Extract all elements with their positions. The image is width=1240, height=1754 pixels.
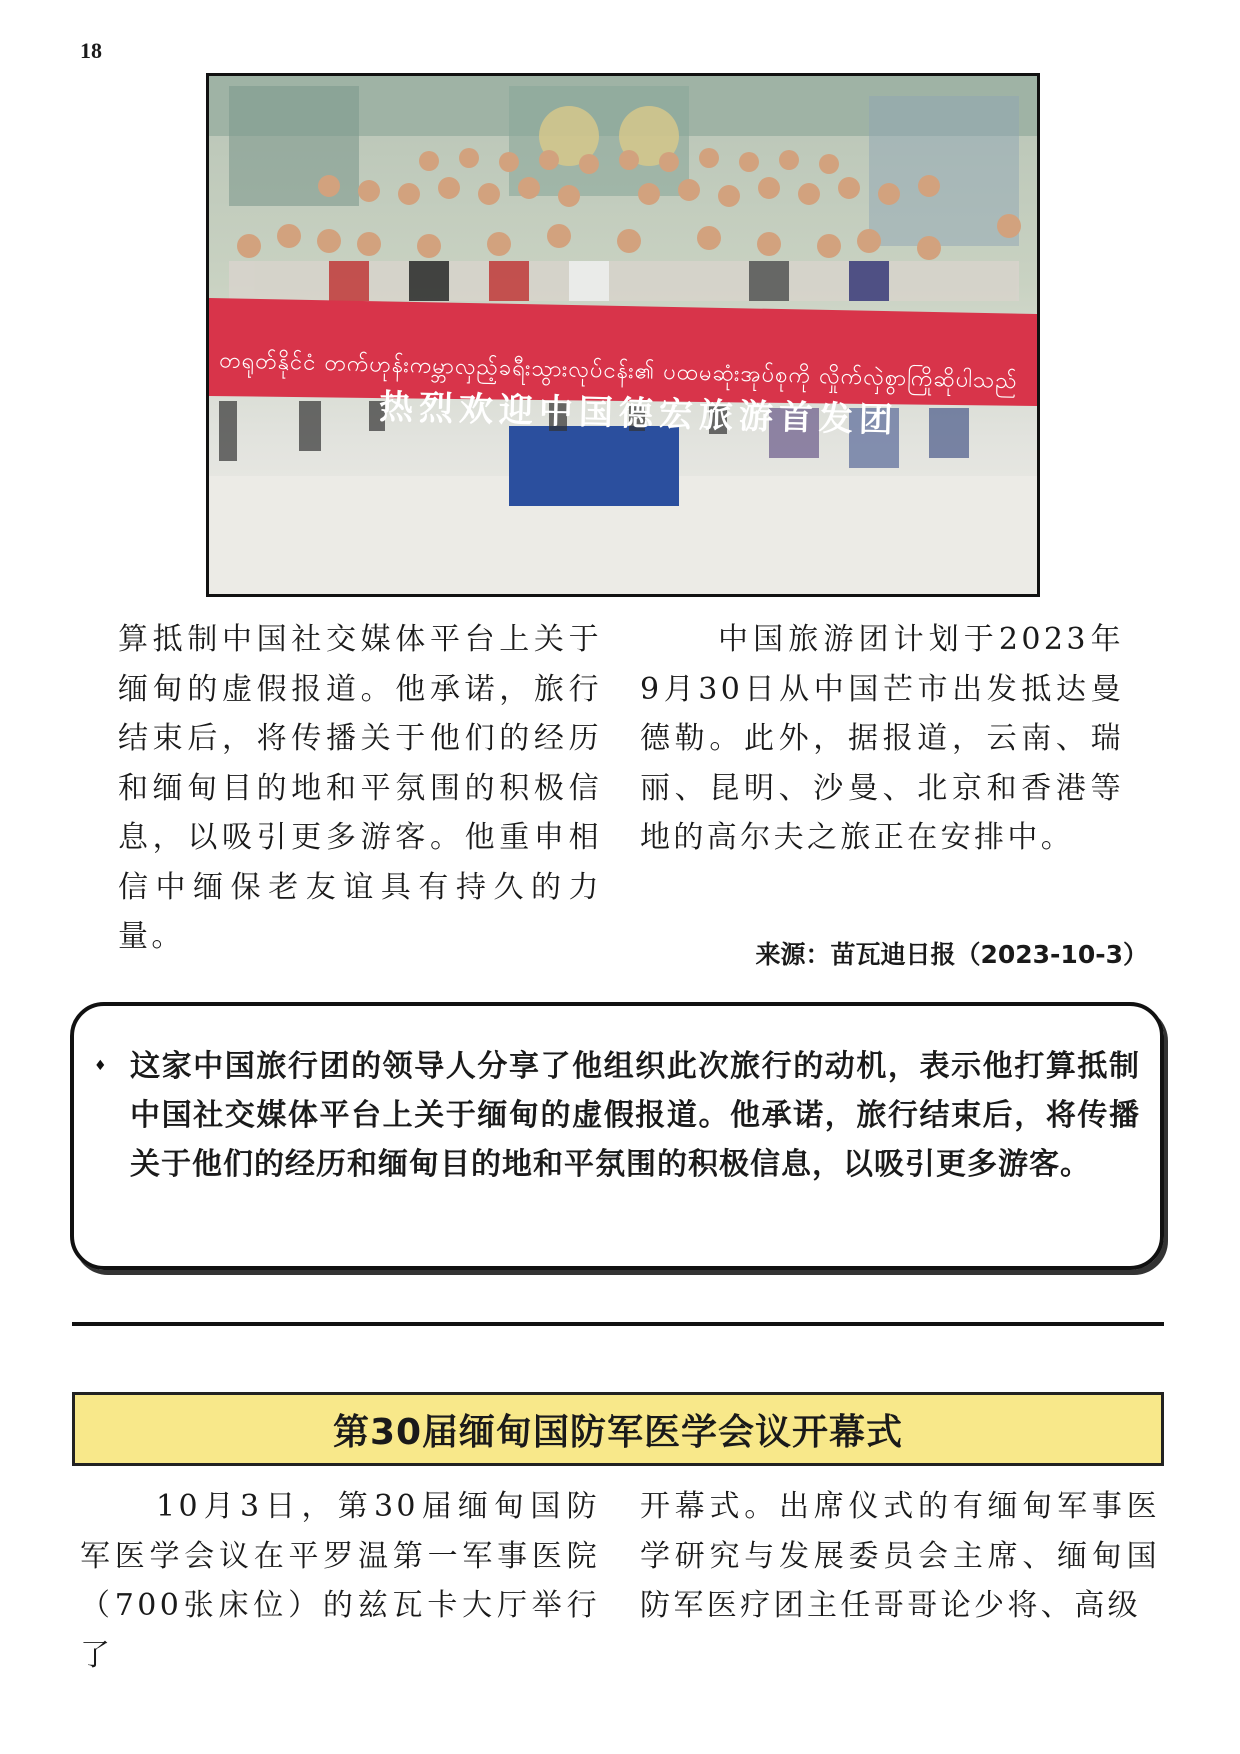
banner-burmese-text: တရုတ်နိုင်ငံ တက်ဟုန်းကမ္ဘာလှည့်ခရီးသွားလုပ်ငန်း၏ ပထမဆုံးအုပ်စုကို လှိုက်လှဲစွာကြိုဆိုပါသည် xyxy=(218,348,1018,395)
article2-title: 第30届缅甸国防军医学会议开幕式 xyxy=(72,1392,1164,1466)
article2-text-left: 10月3日，第30届缅甸国防军医学会议在平罗温第一军事医院（700张床位）的兹瓦卡大厅举行了 xyxy=(80,1489,600,1673)
article2-column-right xyxy=(640,1482,1160,1631)
article2-column-left xyxy=(80,1482,600,1680)
article1-column-left xyxy=(118,615,602,962)
article2-text-right: 开幕式。出席仪式的有缅甸军事医学研究与发展委员会主席、缅甸国防军医疗团主任哥哥论少将、高级 xyxy=(640,1489,1160,1623)
section-divider xyxy=(72,1322,1164,1326)
article1-source: 来源：苗瓦迪日报（2023-10-3） xyxy=(755,940,1148,969)
banner-chinese-text: 热烈欢迎中国德宏旅游首发团 xyxy=(378,387,900,441)
article1-column-right xyxy=(640,615,1124,863)
diamond-bullet-icon: ♦ xyxy=(94,1058,107,1074)
article1-text-left: 算抵制中国社交媒体平台上关于缅甸的虚假报道。他承诺，旅行结束后，将传播关于他们的经历和缅甸目的地和平氛围的积极信息，以吸引更多游客。他重申相信中缅保老友谊具有持久的力量。 xyxy=(118,622,602,954)
highlight-text: 这家中国旅行团的领导人分享了他组织此次旅行的动机，表示他打算抵制中国社交媒体平台上关于缅甸的虚假报道。他承诺，旅行结束后，将传播关于他们的经历和缅甸目的地和平氛围的积极信息，以吸引更多游客。 xyxy=(130,1049,1140,1182)
photo-scene xyxy=(209,76,1037,594)
article1-text-right: 中国旅游团计划于2023年9月30日从中国芒市出发抵达曼德勒。此外，据报道，云南、瑞丽、昆明、沙曼、北京和香港等地的高尔夫之旅正在安排中。 xyxy=(640,622,1124,855)
group-photo xyxy=(206,73,1040,597)
highlight-box xyxy=(70,1002,1164,1270)
page-number: 18 xyxy=(80,38,102,63)
